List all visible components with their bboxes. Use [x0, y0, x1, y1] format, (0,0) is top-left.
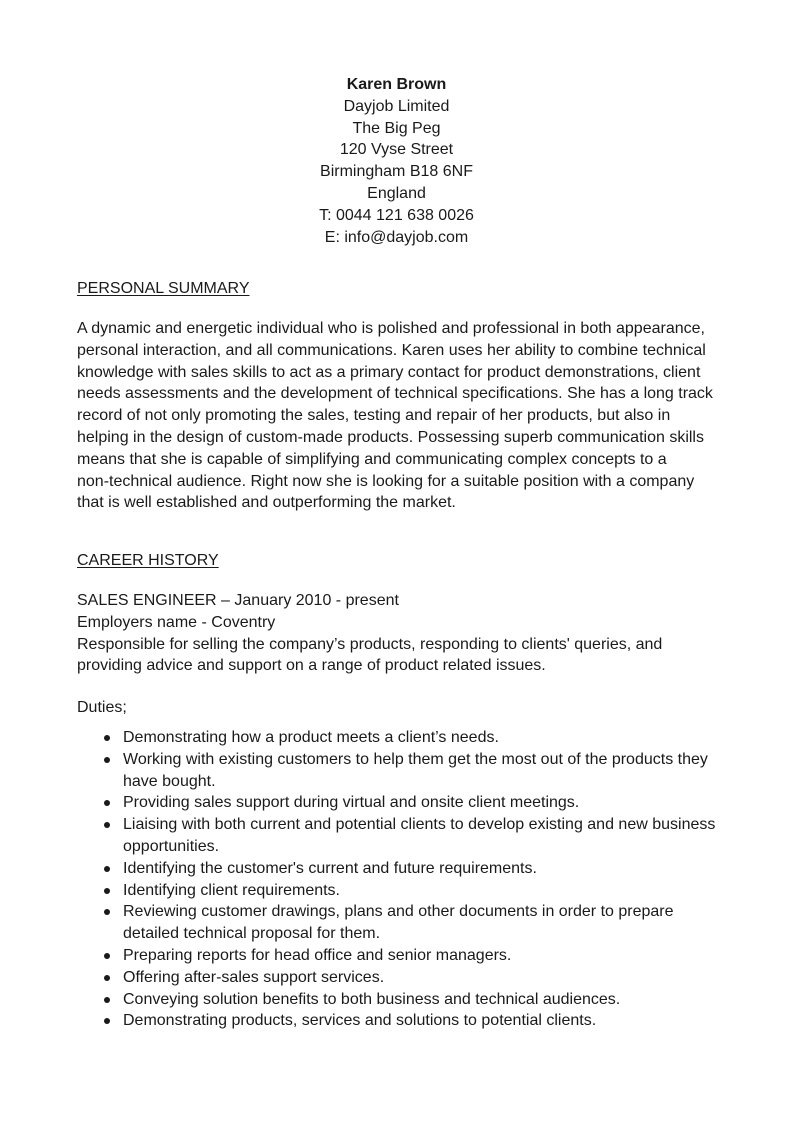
address-line-1: The Big Peg	[352, 119, 441, 137]
duty-text: Identifying the customer's current and future requirements.	[123, 859, 537, 877]
summary-line: knowledge with sales skills to act as a primary contact for product demonstrations, client	[77, 363, 701, 381]
contact-header	[0, 74, 793, 248]
duties-label: Duties;	[77, 699, 127, 716]
duty-text: Identifying client requirements.	[123, 881, 340, 899]
list-item	[0, 901, 793, 945]
address-city: Birmingham B18 6NF	[320, 163, 473, 181]
job-description-line: providing advice and support on a range of product related issues.	[77, 657, 546, 675]
duty-text-continued: opportunities.	[123, 837, 220, 855]
list-item	[0, 1010, 793, 1032]
bullet-icon	[104, 975, 110, 981]
phone-number: T: 0044 121 638 0026	[319, 206, 474, 224]
bullet-icon	[104, 800, 110, 806]
duty-text: Demonstrating products, services and solutions to potential clients.	[123, 1012, 597, 1030]
job-title: SALES ENGINEER – January 2010 - present	[77, 592, 399, 609]
bullet-icon	[104, 866, 110, 872]
list-item	[0, 989, 793, 1011]
duty-text: Preparing reports for head office and senior managers.	[123, 946, 512, 964]
summary-line: non-technical audience. Right now she is looking for a suitable position with a company	[77, 472, 695, 490]
bullet-icon	[104, 997, 110, 1003]
duties-list	[0, 727, 793, 1032]
job-entry	[77, 590, 717, 677]
summary-line: needs assessments and the development of technical specifications. She has a long track	[77, 385, 713, 403]
personal-summary-text	[77, 318, 717, 514]
duty-text-continued: have bought.	[123, 772, 216, 790]
duty-text: Demonstrating how a product meets a client’s needs.	[123, 729, 499, 746]
list-item	[0, 945, 793, 967]
duty-text: Liaising with both current and potential clients to develop existing and new business	[123, 816, 716, 834]
address-line-2: 120 Vyse Street	[339, 141, 454, 159]
bullet-icon	[104, 1018, 110, 1024]
summary-line: A dynamic and energetic individual who is polished and professional in both appearance,	[77, 320, 705, 337]
list-item	[0, 749, 793, 793]
bullet-icon	[104, 822, 110, 828]
list-item	[0, 858, 793, 880]
summary-line: helping in the design of custom-made products. Possessing superb communication skills	[77, 428, 704, 446]
bullet-icon	[104, 757, 110, 763]
list-item	[0, 880, 793, 902]
duty-text: Working with existing customers to help them get the most out of the products they	[123, 750, 708, 768]
duty-text: Providing sales support during virtual and onsite client meetings.	[123, 794, 580, 812]
summary-line: personal interaction, and all communications. Karen uses her ability to combine technical	[77, 341, 706, 359]
address-country: England	[367, 184, 426, 202]
summary-line: record of not only promoting the sales, testing and repair of her products, but also in	[77, 407, 671, 425]
list-item	[0, 792, 793, 814]
summary-line: means that she is capable of simplifying and communicating complex concepts to a	[77, 450, 667, 468]
duty-text: Reviewing customer drawings, plans and other documents in order to prepare	[123, 903, 674, 921]
list-item	[0, 967, 793, 989]
list-item	[0, 814, 793, 858]
bullet-icon	[104, 953, 110, 959]
summary-line: that is well established and outperforming the market.	[77, 494, 456, 512]
bullet-icon	[104, 735, 110, 741]
candidate-name: Karen Brown	[346, 76, 447, 93]
employer-name: Employers name - Coventry	[77, 613, 276, 631]
job-description-line: Responsible for selling the company’s products, responding to clients' queries, and	[77, 635, 663, 653]
list-item	[0, 727, 793, 749]
duty-text: Offering after-sales support services.	[123, 968, 385, 986]
email-address: E: info@dayjob.com	[324, 228, 469, 246]
company-name: Dayjob Limited	[343, 97, 450, 115]
bullet-icon	[104, 888, 110, 894]
duty-text-continued: detailed technical proposal for them.	[123, 925, 381, 943]
bullet-icon	[104, 909, 110, 915]
duty-text: Conveying solution benefits to both business and technical audiences.	[123, 990, 621, 1008]
personal-summary-heading: PERSONAL SUMMARY	[77, 280, 250, 297]
career-history-heading: CAREER HISTORY	[77, 552, 219, 569]
